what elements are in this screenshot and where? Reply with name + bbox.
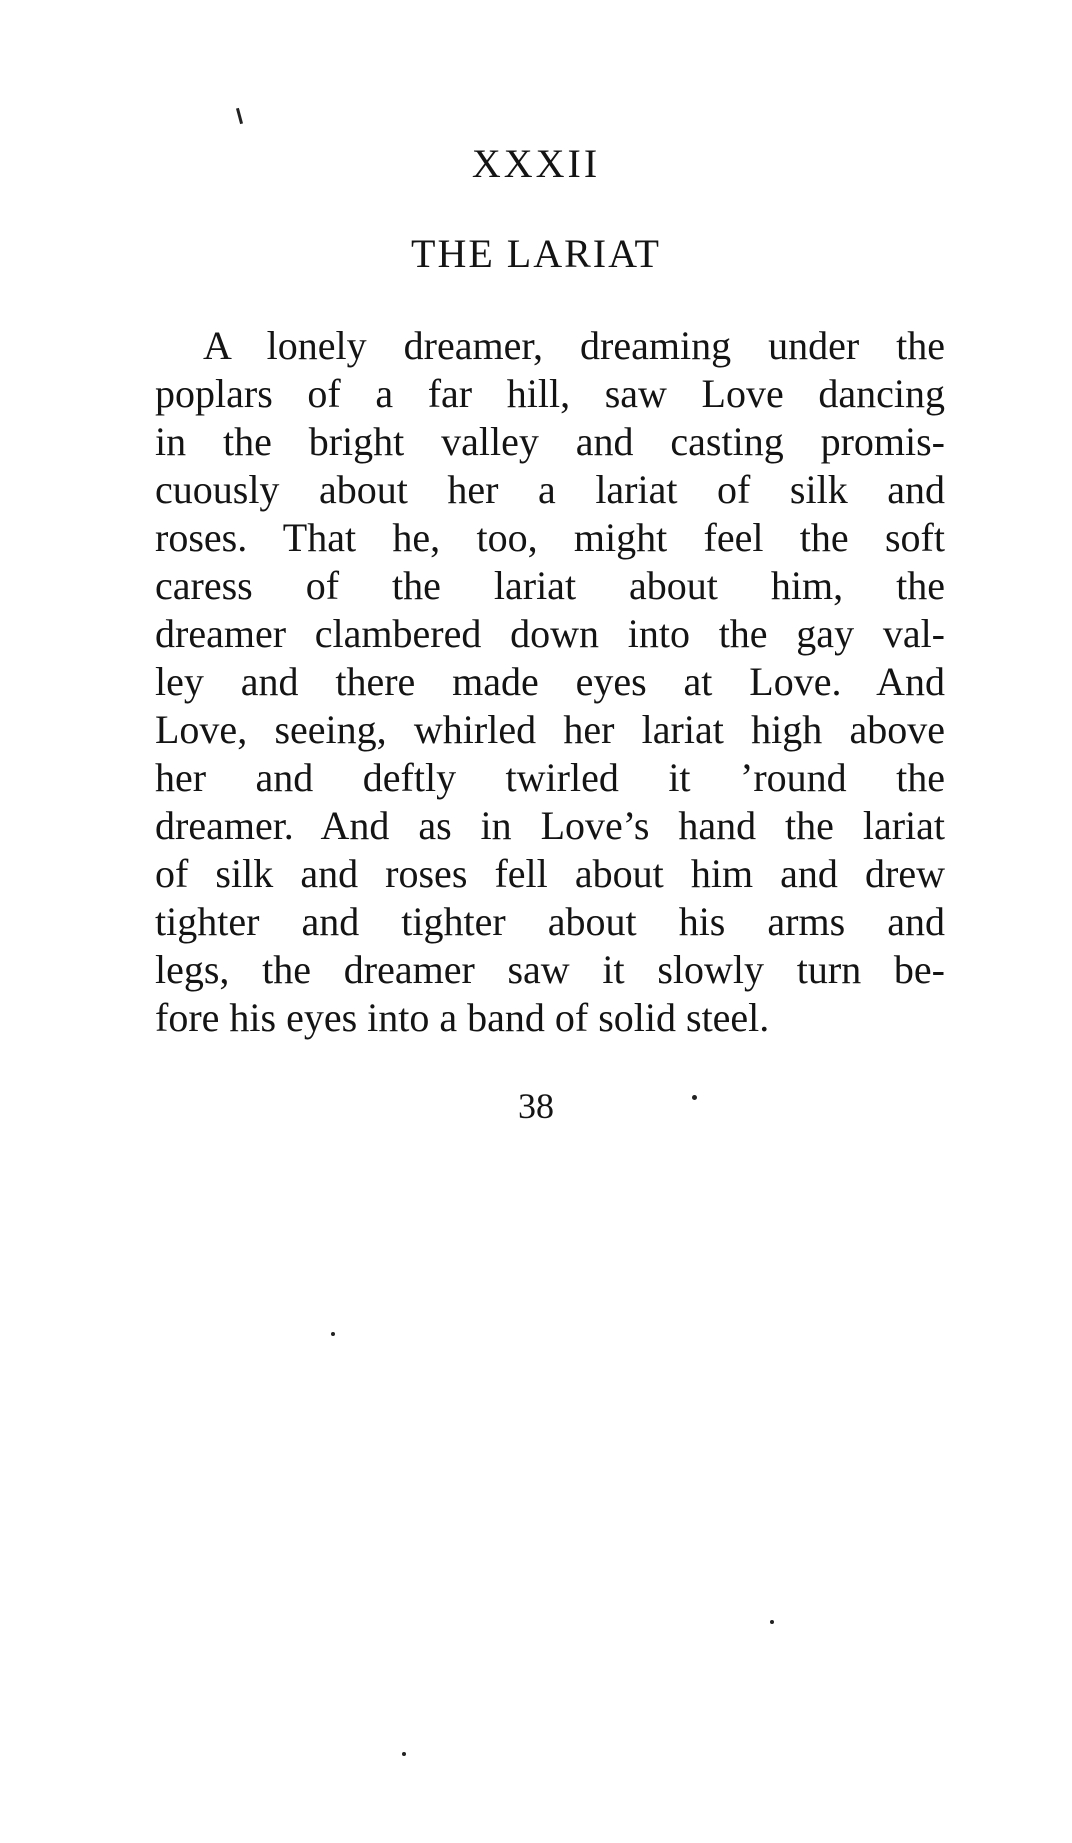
text-line: legs, the dreamer saw it slowly turn be-: [155, 947, 945, 992]
text-line: of silk and roses fell about him and drew: [155, 851, 945, 896]
chapter-title: THE LARIAT: [411, 231, 661, 276]
chapter-number: XXXII: [471, 141, 601, 186]
text-line: A lonely dreamer, dreaming under the: [203, 323, 945, 368]
text-line: in the bright valley and casting promis-: [155, 419, 945, 464]
text-line: Love, seeing, whirled her lariat high above: [155, 707, 945, 752]
text-line: poplars of a far hill, saw Love dancing: [155, 371, 945, 416]
stray-mark: [236, 108, 243, 124]
text-line: ley and there made eyes at Love. And: [155, 659, 945, 704]
text-line: roses. That he, too, might feel the soft: [155, 515, 945, 560]
dust-speck: [402, 1752, 406, 1756]
dust-speck: [770, 1620, 774, 1624]
text-line: dreamer clambered down into the gay val-: [155, 611, 945, 656]
paragraph: [155, 322, 945, 1042]
text-line: caress of the lariat about him, the: [155, 563, 945, 608]
text-line: fore his eyes into a band of solid steel.: [155, 995, 770, 1040]
text-line: her and deftly twirled it ’round the: [155, 755, 945, 800]
text-line: tighter and tighter about his arms and: [155, 899, 945, 944]
text-line: cuously about her a lariat of silk and: [155, 467, 945, 512]
page-number: 38: [518, 1086, 554, 1126]
dust-speck: [331, 1332, 335, 1336]
text-line: dreamer. And as in Love’s hand the lariat: [155, 803, 945, 848]
